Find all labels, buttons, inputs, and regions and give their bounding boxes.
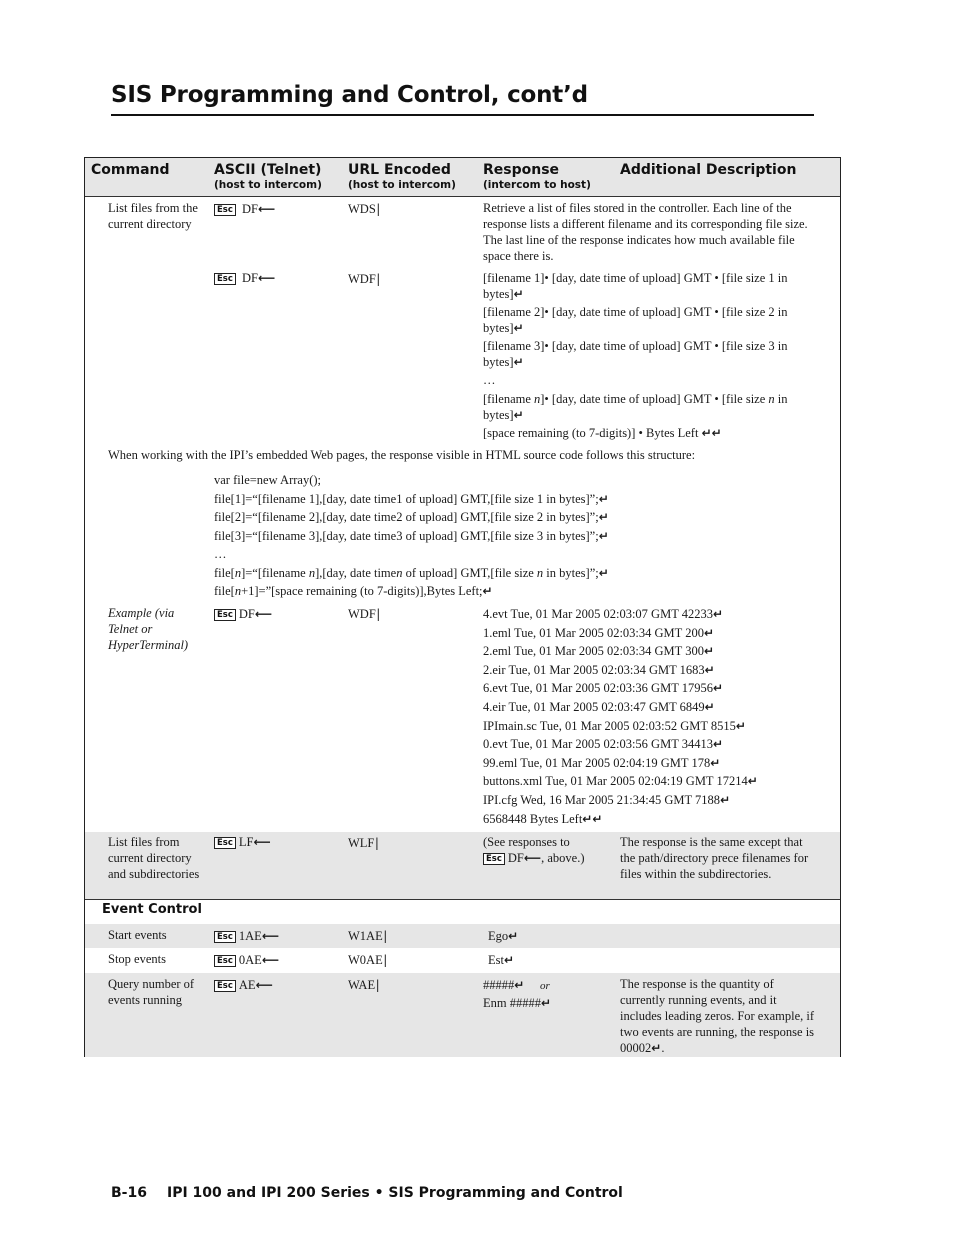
description-text: . [661, 1041, 665, 1055]
variable-n: n [768, 392, 775, 406]
code-line-2 [214, 509, 609, 525]
stop-events-ascii [214, 952, 279, 968]
ascii-command-text: 1AE [238, 929, 262, 943]
pipe-icon: | [375, 836, 379, 851]
query-events-description [620, 976, 820, 1056]
response-text: in bytes] [483, 392, 788, 422]
return-icon: ↵ [713, 607, 724, 621]
stop-events-response [488, 952, 514, 968]
response-text: 6568448 Bytes Left [483, 811, 583, 826]
response-text: [space remaining (to 7-digits)] • Bytes Left [483, 426, 699, 440]
response-text: IPImain.sc Tue, 01 Mar 2005 02:03:52 GMT 8515 [483, 718, 736, 733]
query-events-response-b [483, 995, 551, 1011]
code-ellipsis: … [214, 547, 227, 561]
web-pages-note: When working with the IPI’s embedded Web pages, the response visible in HTML source code follows this structure: [108, 448, 696, 462]
example-response-line [483, 773, 758, 789]
esc-key-icon: Esc [214, 609, 236, 621]
ascii-command-text: 0AE [238, 953, 262, 967]
example-response-line [483, 606, 723, 622]
response-text: 4.eir Tue, 01 Mar 2005 02:03:47 GMT 6849 [483, 700, 705, 714]
arrow-left-icon: ⟵ [258, 202, 276, 216]
list-all-description: The response is the same except that the path/directory prece filenames for files within the subdirectories. [620, 835, 809, 881]
response-text: buttons.xml Tue, 01 Mar 2005 02:04:19 GMT 17214 [483, 774, 748, 789]
url-command-text: WAE [348, 978, 376, 992]
esc-key-icon: Esc [214, 955, 236, 967]
list-all-command: List files from current directory and subdirectories [108, 835, 200, 881]
variable-n: n [234, 566, 242, 580]
command-table [84, 157, 841, 1057]
response-space-remaining [483, 425, 722, 441]
return-icon: ↵ [508, 929, 519, 943]
code-text: in bytes]”; [543, 566, 599, 580]
response-ellipsis: … [483, 373, 496, 387]
list-files-ascii-1 [214, 201, 275, 217]
col-ascii-header: ASCII (Telnet) [214, 162, 322, 178]
response-text: Ego [488, 929, 509, 943]
return-icon: ↵ [513, 287, 524, 301]
return-icon: ↵ [513, 321, 524, 335]
variable-n: n [396, 566, 403, 580]
list-files-url-1 [348, 201, 380, 217]
double-return-icon: ↵↵ [582, 811, 603, 826]
return-icon: ↵ [598, 492, 609, 506]
response-text: 4.evt Tue, 01 Mar 2005 02:03:07 GMT 42233 [483, 607, 713, 621]
col-additional-header: Additional Description [620, 162, 797, 178]
arrow-left-icon: ⟵ [523, 851, 542, 865]
response-text: (See responses to [483, 835, 570, 849]
list-all-ascii [214, 834, 271, 850]
code-text: file[1]=“[filename 1],[day, date time1 of upload] GMT,[file size 1 in bytes]”; [214, 492, 599, 506]
example-response-line [483, 662, 715, 678]
stop-events-url [348, 952, 387, 968]
return-icon: ↵ [651, 1041, 662, 1055]
response-text: IPI.cfg Wed, 16 Mar 2005 21:34:45 GMT 7188 [483, 793, 721, 807]
response-text: [filename 3]• [day, date time of upload] GMT • [file size 3 in bytes] [483, 339, 788, 369]
esc-key-icon: Esc [214, 837, 236, 849]
ascii-command-text: AE [238, 978, 256, 992]
query-events-url [348, 977, 379, 993]
response-text: Est [488, 953, 504, 967]
arrow-left-icon: ⟵ [254, 607, 273, 621]
or-text: or [539, 980, 550, 992]
event-control-rule [85, 899, 840, 900]
footer-page-number: B-16 [111, 1185, 147, 1201]
ascii-command-text: DF [238, 607, 255, 621]
return-icon: ↵ [598, 529, 609, 543]
example-response-line [483, 643, 714, 659]
query-events-ascii [214, 977, 273, 993]
esc-key-icon: Esc [483, 853, 505, 865]
arrow-left-icon: ⟵ [258, 271, 276, 285]
return-icon: ↵ [598, 510, 609, 524]
return-icon: ↵ [598, 566, 609, 580]
url-command-text: W0AE [348, 953, 383, 967]
response-text: 1.eml Tue, 01 Mar 2005 02:03:34 GMT 200 [483, 625, 704, 640]
response-text: 6.evt Tue, 01 Mar 2005 02:03:36 GMT 17956 [483, 681, 713, 696]
example-response-line [483, 718, 746, 734]
return-icon: ↵ [703, 644, 715, 659]
response-line-file-2 [483, 304, 823, 336]
list-files-ascii-2 [214, 270, 275, 286]
event-control-heading: Event Control [102, 902, 202, 917]
col-ascii-subheader: (host to intercom) [214, 179, 322, 191]
example-response-line [483, 792, 730, 808]
response-text: , above.) [541, 851, 585, 865]
start-events-response [488, 928, 518, 944]
return-icon: ↵ [710, 755, 721, 770]
code-text: file[2]=“[filename 2],[day, date time2 of upload] GMT,[file size 2 in bytes]”; [214, 510, 599, 524]
page-title: SIS Programming and Control, cont’d [111, 82, 588, 108]
description-text: The response is the quantity of currently running events, and it includes leading zeros. For example, if two events are running, the response is 00002 [620, 977, 815, 1055]
esc-key-icon: Esc [214, 204, 236, 216]
esc-key-icon: Esc [214, 931, 236, 943]
return-icon: ↵ [747, 774, 758, 789]
ascii-command-text: DF [242, 202, 259, 216]
variable-n: n [534, 392, 541, 406]
return-icon: ↵ [713, 681, 724, 696]
code-text: ]=“[filename [241, 566, 309, 580]
code-line-0: var file=new Array(); [214, 473, 322, 487]
code-text: of upload] GMT,[file size [402, 566, 537, 580]
return-icon: ↵ [704, 662, 715, 677]
url-command-text: WDF [348, 607, 376, 621]
return-icon: ↵ [503, 953, 515, 967]
header-rule [85, 196, 840, 197]
return-icon: ↵ [482, 584, 493, 598]
pipe-icon: | [376, 272, 380, 287]
example-label: Example (via Telnet or HyperTerminal) [108, 606, 189, 652]
list-all-response [483, 834, 613, 866]
response-text: ##### [483, 978, 515, 992]
url-command-text: WDS [348, 202, 376, 216]
list-files-response-1: Retrieve a list of files stored in the controller. Each line of the response lists a different filename and its corresponding file size. The last line of the response indicates how much available file space there is. [483, 201, 808, 263]
variable-n: n [308, 566, 316, 580]
arrow-left-icon: ⟵ [261, 953, 280, 967]
return-icon: ↵ [713, 737, 724, 752]
url-command-text: W1AE [348, 929, 383, 943]
return-icon: ↵ [735, 718, 746, 733]
variable-n: n [234, 584, 242, 598]
url-command-text: WLF [348, 836, 375, 850]
pipe-icon: | [376, 607, 380, 622]
return-icon: ↵ [513, 408, 524, 422]
pipe-icon: | [376, 202, 380, 217]
variable-n: n [536, 566, 544, 580]
example-response-line [483, 699, 715, 715]
response-text: 0.evt Tue, 01 Mar 2005 02:03:56 GMT 34413 [483, 737, 713, 752]
example-response-line [483, 811, 602, 827]
start-events-ascii [214, 928, 279, 944]
list-files-command: List files from the current directory [108, 201, 198, 231]
arrow-left-icon: ⟵ [255, 978, 273, 992]
response-text: [filename 1]• [day, date time of upload] GMT • [file size 1 in bytes] [483, 271, 788, 301]
list-files-url-2 [348, 271, 380, 287]
example-response-line [483, 755, 720, 771]
response-text: 99.eml Tue, 01 Mar 2005 02:04:19 GMT 178 [483, 755, 711, 770]
url-command-text: WDF [348, 272, 376, 286]
double-return-icon: ↵↵ [701, 426, 722, 440]
code-line-1 [214, 491, 609, 507]
code-text: file[ [214, 584, 235, 598]
return-icon: ↵ [704, 700, 715, 714]
return-icon: ↵ [514, 978, 525, 992]
col-response-subheader: (intercom to host) [483, 179, 591, 191]
query-events-response-a [483, 977, 550, 994]
pipe-icon: | [383, 929, 387, 944]
col-url-subheader: (host to intercom) [348, 179, 456, 191]
esc-key-icon: Esc [214, 273, 236, 285]
arrow-left-icon: ⟵ [253, 835, 271, 849]
response-text: ]• [day, date time of upload] GMT • [file size [540, 392, 769, 406]
response-text: DF [507, 851, 524, 865]
response-line-file-n [483, 391, 823, 423]
example-response-line [483, 736, 723, 752]
list-all-url [348, 835, 378, 851]
start-events-band [85, 924, 840, 948]
title-rule [111, 114, 814, 116]
col-command-header: Command [91, 162, 170, 178]
pipe-icon: | [376, 978, 380, 993]
example-response-line [483, 680, 723, 696]
return-icon: ↵ [720, 793, 731, 807]
start-events-command: Start events [108, 928, 167, 942]
code-line-n [214, 565, 609, 581]
example-response-line [483, 625, 714, 641]
col-response-header: Response [483, 162, 560, 178]
ascii-command-text: DF [242, 271, 259, 285]
code-text: file[ [214, 566, 235, 580]
pipe-icon: | [383, 953, 387, 968]
col-url-header: URL Encoded [348, 162, 451, 178]
esc-key-icon: Esc [214, 980, 236, 992]
code-line-3 [214, 528, 609, 544]
start-events-url [348, 928, 387, 944]
code-text: file[3]=“[filename 3],[day, date time3 of upload] GMT,[file size 3 in bytes]”; [214, 529, 599, 543]
arrow-left-icon: ⟵ [261, 929, 280, 943]
response-text: 2.eir Tue, 01 Mar 2005 02:03:34 GMT 1683 [483, 662, 705, 677]
code-text: ],[day, date time [315, 566, 397, 580]
response-line-file-1 [483, 270, 823, 302]
return-icon: ↵ [513, 355, 524, 369]
return-icon: ↵ [540, 996, 552, 1010]
response-text: [filename [483, 392, 535, 406]
response-text: [filename 2]• [day, date time of upload] GMT • [file size 2 in bytes] [483, 305, 788, 335]
footer-title: IPI 100 and IPI 200 Series • SIS Programming and Control [167, 1185, 623, 1201]
ascii-command-text: LF [238, 835, 254, 849]
response-line-file-3 [483, 338, 823, 370]
stop-events-command: Stop events [108, 952, 166, 966]
response-text: 2.eml Tue, 01 Mar 2005 02:03:34 GMT 300 [483, 644, 704, 659]
code-text: +1]=”[space remaining (to 7-digits)],Bytes Left; [241, 584, 483, 598]
query-events-command: Query number of events running [108, 977, 195, 1007]
code-line-last [214, 583, 493, 599]
return-icon: ↵ [703, 625, 715, 640]
response-text: Enm ##### [483, 996, 541, 1010]
example-ascii [214, 606, 272, 622]
example-url [348, 606, 380, 622]
